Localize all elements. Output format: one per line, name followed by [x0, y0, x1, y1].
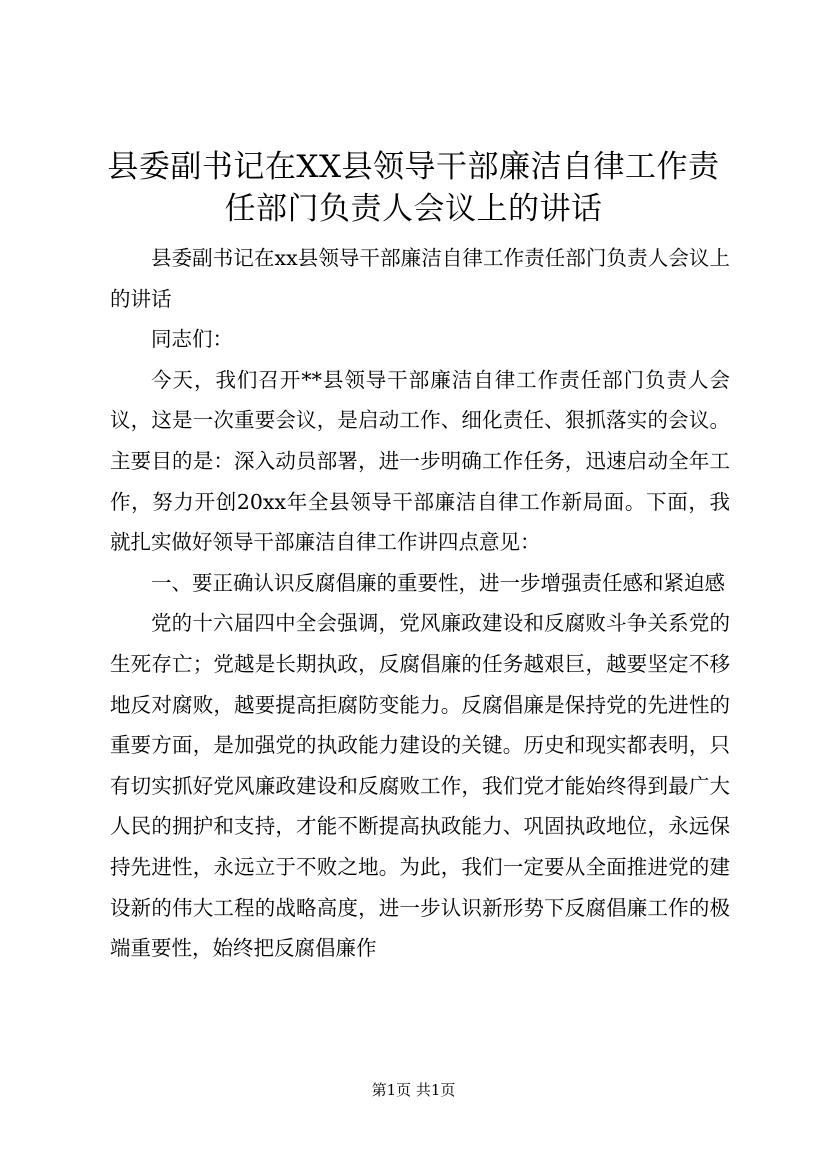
title-line-1: 县委副书记在XX县领导干部廉洁自律工作责 [107, 149, 720, 185]
title-line-2: 任部门负责人会议上的讲话 [224, 191, 603, 227]
section-heading-1: 一、要正确认识反腐倡廉的重要性，进一步增强责任感和紧迫感 [151, 570, 725, 595]
salutation-paragraph: 同志们： [151, 327, 233, 352]
body-paragraph: 党的十六届四中全会强调，党风廉政建设和反腐败斗争关系党的生死存亡；党越是长期执政，反腐倡廉的任务越艰巨，越要坚定不移地反对腐败，越要提高拒腐防变能力。反腐倡廉是保持党的先进性的重要方面，是加强党的执政能力建设的关键。历史和现实都表明，只有切实抓好党风廉政建设和反腐败工作，我们党才能始终得到最广大人民的拥护和支持，才能不断提高执政能力、巩固执政地位，永远保持先进性，永远立于不败之地。为此，我们一定要从全面推进党的建设新的伟大工程的战略高度，进一步认识新形势下反腐倡廉工作的极端重要性，始终把反腐倡廉作 [110, 611, 730, 961]
document-title [100, 146, 727, 230]
page-footer: 第1页 共1页 [371, 1081, 456, 1099]
intro-paragraph: 今天，我们召开**县领导干部廉洁自律工作责任部门负责人会议，这是一次重要会议，是启动工作、细化责任、狠抓落实的会议。主要目的是：深入动员部署，进一步明确工作任务，迅速启动全年工作，努力开创20xx年全县领导干部廉洁自律工作新局面。下面，我就扎实做好领导干部廉洁自律工作讲四点意见： [110, 367, 730, 555]
subtitle-paragraph: 县委副书记在xx县领导干部廉洁自律工作责任部门负责人会议上的讲话 [110, 246, 730, 311]
document-body [110, 238, 730, 969]
